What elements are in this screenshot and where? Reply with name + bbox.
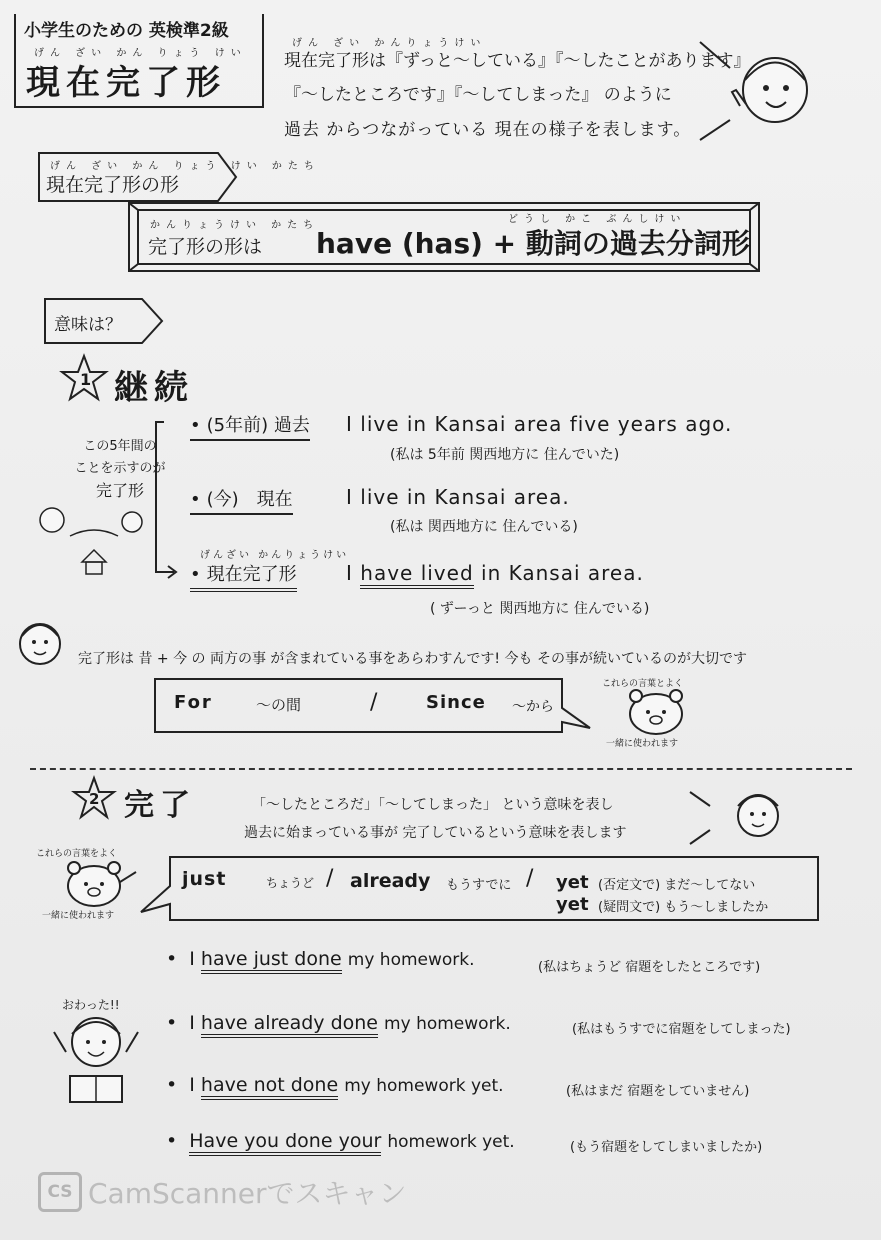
- example-2-subject: I: [189, 1012, 195, 1034]
- section1-title: 継続: [114, 368, 194, 408]
- camscanner-logo-icon: CS: [38, 1172, 82, 1212]
- already-meaning: もうすでに: [446, 878, 512, 893]
- form-formula-ruby: どうし かこ ぶんしけい: [508, 214, 687, 225]
- just-meaning: ちょうど: [266, 876, 315, 890]
- section2-desc-1: 「〜したところだ」「〜してしまった」 という意味を表し: [252, 797, 614, 813]
- row-3-sentence: [346, 561, 644, 585]
- worksheet-subtitle: 小学生のための 英検準2級: [24, 21, 229, 41]
- example-3-highlight: have not done: [201, 1074, 338, 1100]
- meaning-tag: 意味は？: [54, 315, 122, 335]
- example-1-subject: I: [189, 948, 195, 970]
- section-divider: [30, 768, 852, 770]
- example-1-rest: my homework.: [347, 950, 475, 970]
- section2-title: 完了: [124, 788, 196, 823]
- example-3-rest: my homework yet.: [344, 1076, 504, 1096]
- bear-note-2-bottom: 一緒に使われます: [42, 911, 115, 921]
- section2-number: 2: [89, 790, 100, 808]
- kid-speech: おわった!!: [62, 998, 120, 1012]
- intro-ruby: げん ざい かんりょうけい: [292, 38, 487, 49]
- section1-number: 1: [80, 370, 92, 389]
- since-meaning: 〜から: [512, 699, 554, 715]
- adverb-slash-2: /: [526, 866, 534, 891]
- example-2-rest: my homework.: [384, 1014, 511, 1034]
- yet-meaning-2: (疑問文で) もう〜しましたか: [598, 900, 769, 915]
- row-1-label: • (5年前) 過去: [190, 411, 310, 441]
- girl-pointing-icon: [690, 788, 790, 848]
- kid-with-book-icon: [46, 1012, 146, 1108]
- example-3-translation: (私はまだ 宿題をしていません): [566, 1084, 750, 1099]
- example-2-translation: (私はもうすでに宿題をしてしまった): [572, 1022, 791, 1037]
- row-3-translation: ( ずーっと 関西地方に 住んでいる): [430, 601, 650, 617]
- row-3-label: • 現在完了形: [190, 560, 297, 592]
- for-since-slash: /: [370, 690, 378, 715]
- bear-1-icon: [624, 690, 688, 736]
- row-1-translation: (私は 5年前 関西地方に 住んでいた): [390, 447, 620, 463]
- example-3: [166, 1074, 504, 1096]
- already-word: already: [350, 870, 431, 892]
- bear-note-2-top: これらの言葉をよく: [36, 849, 118, 859]
- intro-line-2: 『〜したところです』『〜してしまった』 のように: [284, 85, 672, 105]
- section1-explanation: 完了形は 昔 + 今 の 両方の事 が含まれている事をあらわすんです! 今も その事が続いているのが大切です: [78, 651, 747, 667]
- bear-note-1-bottom: 一緒に使われます: [606, 739, 679, 749]
- example-4-highlight: Have you done your: [189, 1130, 381, 1156]
- section2-desc-2: 過去に始まっている事が 完了しているという意味を表します: [244, 825, 627, 841]
- since-word: Since: [426, 692, 486, 713]
- row-1-sentence: I live in Kansai area five years ago.: [346, 412, 733, 436]
- scanner-watermark: CamScannerでスキャン: [88, 1177, 407, 1210]
- example-1-highlight: have just done: [201, 948, 342, 974]
- row-2-translation: (私は 関西地方に 住んでいる): [390, 519, 578, 535]
- row-3-highlight: have lived: [360, 561, 473, 589]
- side-note-line-3: 完了形: [95, 481, 144, 500]
- example-2-highlight: have already done: [201, 1012, 378, 1038]
- side-note-line-1: この5年間の: [83, 439, 157, 454]
- timeline-bracket-illustration-icon: [34, 412, 194, 592]
- for-meaning: 〜の間: [256, 696, 302, 714]
- row-3-label-ruby: げんざい かんりょうけい: [200, 550, 350, 561]
- girl-small-icon: [8, 616, 78, 676]
- yet-meaning-1: (否定文で) まだ〜してない: [598, 878, 756, 893]
- example-4-translation: (もう宿題をしてしまいましたか): [570, 1140, 763, 1155]
- adverb-slash-1: /: [326, 866, 334, 891]
- page-title: 現在完了形: [26, 63, 226, 103]
- example-4-rest: homework yet.: [387, 1132, 515, 1152]
- form-formula: have (has) + 動詞の過去分詞形: [316, 227, 750, 260]
- example-1-translation: (私はちょうど 宿題をしたところです): [538, 960, 761, 975]
- form-tag-label: 現在完了形の形: [46, 174, 180, 196]
- form-tag-ruby: げん ざい かん りょう けい かたち: [50, 161, 320, 172]
- form-box-left: 完了形の形は: [148, 236, 263, 258]
- for-word: For: [174, 692, 213, 713]
- title-ruby: げん ざい かん りょう けい: [34, 48, 247, 59]
- row-2-sentence: I live in Kansai area.: [346, 485, 570, 509]
- row-2-label: • (今) 現在: [190, 485, 293, 515]
- intro-line-1: 現在完了形は『ずっと〜している』『〜したことがあります』: [284, 51, 751, 71]
- example-2: [166, 1012, 511, 1034]
- yet-word-2: yet: [556, 894, 589, 915]
- row-3-rest: in Kansai area.: [481, 561, 644, 585]
- intro-line-3: 過去 からつながっている 現在の様子を表します。: [284, 120, 692, 140]
- side-note-line-2: ことを示すのが: [74, 461, 166, 476]
- example-3-subject: I: [189, 1074, 195, 1096]
- bear-note-1-top: これらの言葉とよく: [602, 679, 684, 689]
- example-1: [166, 948, 475, 970]
- just-word: just: [182, 868, 227, 890]
- bear-2-icon: [58, 862, 148, 908]
- girl-illustration-icon: [700, 40, 820, 150]
- form-box-left-ruby: かんりょうけい かたち: [150, 220, 320, 231]
- row-3-subject: I: [346, 561, 353, 585]
- example-4: [166, 1130, 515, 1152]
- yet-word-1: yet: [556, 872, 589, 893]
